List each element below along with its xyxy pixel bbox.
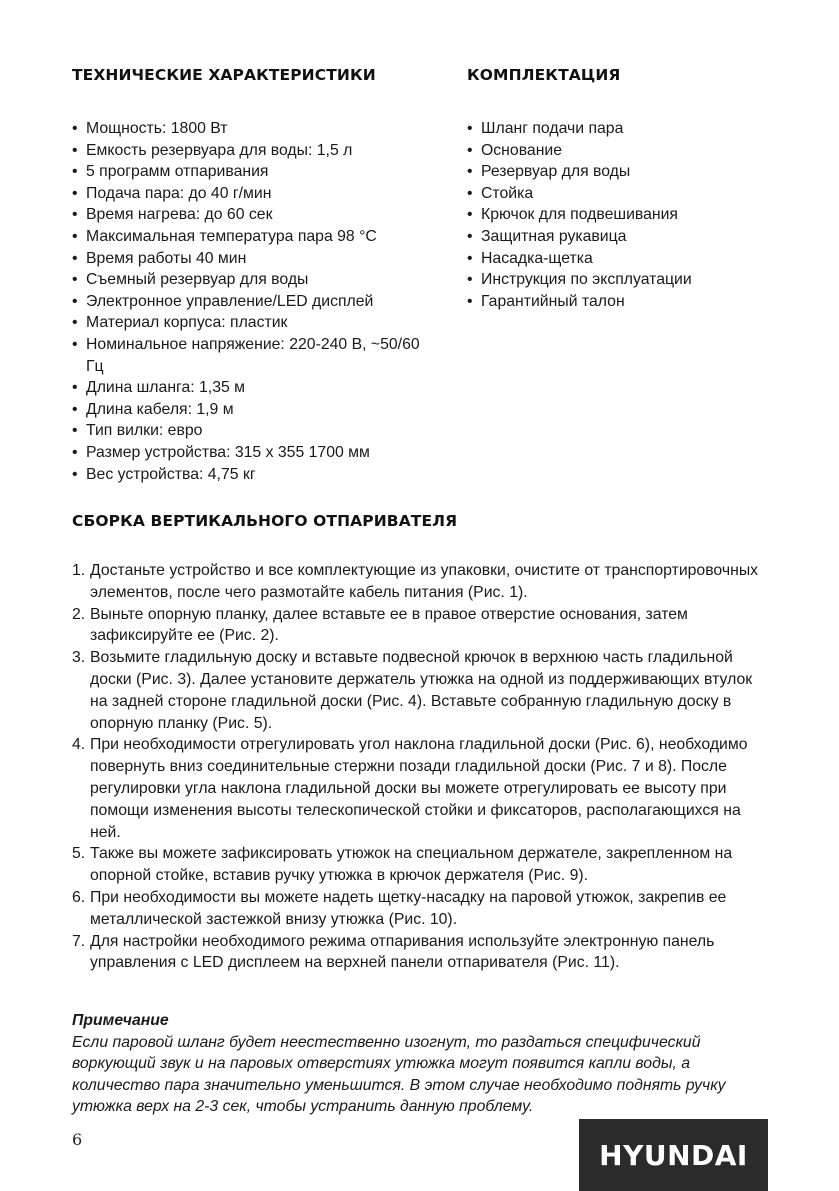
assembly-step [72,843,772,887]
spec-item: • Время работы 40 мин [72,248,442,270]
assembly-step [72,604,772,648]
brand-logo [579,1119,768,1191]
spec-item: • Тип вилки: евро [72,420,442,442]
step-number: 6. [72,888,86,906]
assembly-step [72,734,772,843]
spec-item: • Съемный резервуар для воды [72,269,442,291]
spec-item: • Материал корпуса: пластик [72,312,442,334]
package-item: • Стойка [467,183,767,205]
step-number: 2. [72,605,86,623]
assembly-section [72,512,772,974]
spec-item: • Размер устройства: 315 х 355 1700 мм [72,442,442,464]
step-number: 4. [72,736,86,754]
spec-item: • Мощность: 1800 Вт [72,118,442,140]
spec-item: • Подача пара: до 40 г/мин [72,183,442,205]
package-item: • Крючок для подвешивания [467,204,767,226]
note-title: Примечание [72,1012,169,1029]
package-item: • Инструкция по эксплуатации [467,269,767,291]
note-section [72,1010,772,1118]
specs-list [72,118,442,485]
specs-title: ТЕХНИЧЕСКИЕ ХАРАКТЕРИСТИКИ [72,66,376,84]
step-text: При необходимости вы можете надеть щетку-насадку на паровой утюжок, закрепив ее металлической застежкой внизу утюжка (Рис. 10). [90,888,727,928]
assembly-step [72,887,772,931]
package-title: КОМПЛЕКТАЦИЯ [467,66,621,84]
package-item: • Резервуар для воды [467,161,767,183]
step-number: 7. [72,932,86,950]
assembly-step [72,560,772,604]
spec-item: • Вес устройства: 4,75 кг [72,464,442,486]
spec-item: • Длина кабеля: 1,9 м [72,399,442,421]
package-item: • Основание [467,140,767,162]
assembly-steps [72,560,772,974]
spec-item: • 5 программ отпаривания [72,161,442,183]
step-number: 1. [72,562,86,579]
step-text: Также вы можете зафиксировать утюжок на специальном держателе, закрепленном на опорной стойке, вставив ручку утюжка в крючок держателя (Рис. 9). [90,845,733,885]
step-text: При необходимости отрегулировать угол наклона гладильной доски (Рис. 6), необходимо повернуть вниз соединительные стержни позади гладильной доски (Рис. 7 и 8). После регулировки угла наклона гладильной доски вы можете отрегулировать ее высоту при помощи изменения высоты телескопической стойки и фиксаторов, располагающихся на ней. [90,736,748,841]
step-text: Выньте опорную планку, далее вставьте ее в правое отверстие основания, затем зафиксируйте ее (Рис. 2). [90,605,688,645]
spec-item: • Время нагрева: до 60 сек [72,204,442,226]
spec-item: • Максимальная температура пара 98 °С [72,226,442,248]
package-section [467,66,767,312]
brand-name: HYUNDAI [599,1138,748,1172]
assembly-title: СБОРКА ВЕРТИКАЛЬНОГО ОТПАРИВАТЕЛЯ [72,512,458,530]
step-text: Достаньте устройство и все комплектующие из упаковки, очистите от транспортировочных элементов, после чего размотайте кабель питания (Рис. 1). [90,562,759,601]
specs-section [72,66,442,485]
note-text: Если паровой шланг будет неестественно изогнут, то раздаться специфический воркующий звук и на паровых отверстиях утюжка могут появится капли воды, а количество пара значительно уменьшится. В этом случае необходимо поднять ручку утюжка верх на 2-3 сек, чтобы устранить данную проблему. [72,1033,726,1116]
spec-item: • Емкость резервуара для воды: 1,5 л [72,140,442,162]
spec-item: • Номинальное напряжение: 220-240 В, ~50/60 Гц [72,334,426,377]
assembly-step [72,647,772,734]
step-text: Для настройки необходимого режима отпаривания используйте электронную панель управления с LED дисплеем на верхней панели отпаривателя (Рис. 11). [90,932,715,972]
page-number: 6 [72,1130,83,1149]
spec-item: • Электронное управление/LED дисплей [72,291,442,313]
package-item: • Защитная рукавица [467,226,767,248]
package-item: • Насадка-щетка [467,248,767,270]
step-number: 3. [72,649,86,667]
package-item: • Гарантийный талон [467,291,767,313]
step-number: 5. [72,845,86,863]
spec-item: • Длина шланга: 1,35 м [72,377,442,399]
assembly-step [72,931,772,975]
package-list [467,118,767,312]
step-text: Возьмите гладильную доску и вставьте подвесной крючок в верхнюю часть гладильной доски (Рис. 3). Далее установите держатель утюжка на одной из поддерживающих втулок на задней стороне гладильной доски (Рис. 4). Вставьте собранную гладильную доску в опорную планку (Рис. 5). [90,649,753,732]
package-item: • Шланг подачи пара [467,118,767,140]
